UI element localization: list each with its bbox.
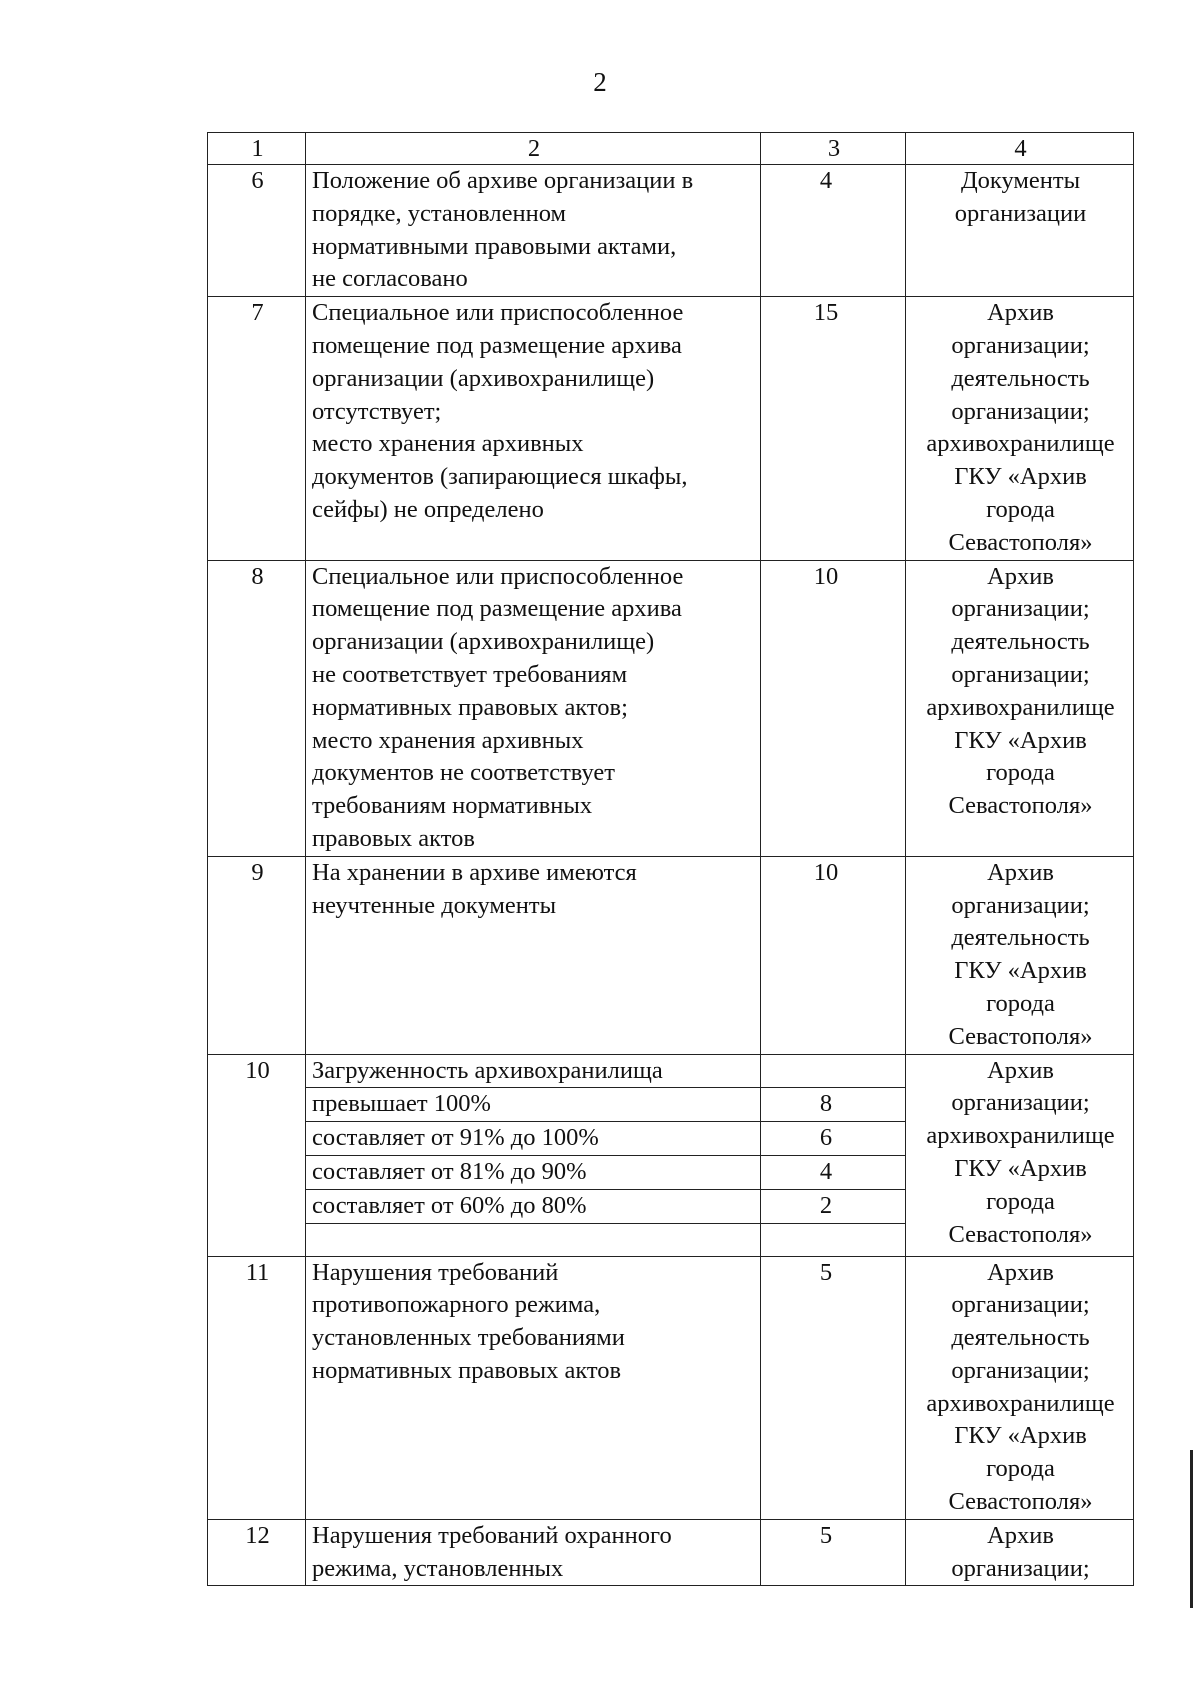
table-row bbox=[208, 1519, 1134, 1586]
row-number: 6 bbox=[208, 165, 306, 297]
criterion-text: Нарушения требований охранного режима, установленных bbox=[306, 1519, 761, 1586]
score: 6 bbox=[761, 1122, 906, 1156]
table-row bbox=[208, 1054, 1134, 1088]
criteria-table bbox=[207, 132, 1134, 1586]
table-row bbox=[208, 297, 1134, 560]
criterion-text: Специальное или приспособленное помещение под размещение архива организации (архивохранилище) отсутствует; место хранения архивных документов (запирающиеся шкафы, сейфы) не определено bbox=[306, 297, 761, 560]
criterion-text: Специальное или приспособленное помещение под размещение архива организации (архивохранилище) не соответствует требованиям нормативных правовых актов; место хранения архивных документов не соответствует требованиям нормативных правовых актов bbox=[306, 560, 761, 856]
criterion-text: Загруженность архивохранилища bbox=[306, 1054, 761, 1088]
source: Архив организации; деятельность ГКУ «Архив города Севастополя» bbox=[906, 856, 1134, 1054]
row-number: 11 bbox=[208, 1256, 306, 1519]
scan-edge-mark bbox=[1190, 1450, 1193, 1608]
score bbox=[761, 1054, 906, 1088]
row-number: 10 bbox=[208, 1054, 306, 1256]
row-number: 9 bbox=[208, 856, 306, 1054]
score: 10 bbox=[761, 856, 906, 1054]
empty-cell bbox=[761, 1223, 906, 1256]
criterion-text: На хранении в архиве имеются неучтенные документы bbox=[306, 856, 761, 1054]
criterion-text: Нарушения требований противопожарного режима, установленных требованиями нормативных правовых актов bbox=[306, 1256, 761, 1519]
source: Архив организации; архивохранилище ГКУ «Архив города Севастополя» bbox=[906, 1054, 1134, 1256]
score: 4 bbox=[761, 165, 906, 297]
header-cell: 3 bbox=[761, 133, 906, 165]
table-row bbox=[208, 165, 1134, 297]
table-row bbox=[208, 560, 1134, 856]
score: 10 bbox=[761, 560, 906, 856]
table-row bbox=[208, 856, 1134, 1054]
score: 4 bbox=[761, 1155, 906, 1189]
source: Документы организации bbox=[906, 165, 1134, 297]
score: 8 bbox=[761, 1088, 906, 1122]
criterion-subtext: превышает 100% bbox=[306, 1088, 761, 1122]
table-row bbox=[208, 1256, 1134, 1519]
criterion-subtext: составляет от 81% до 90% bbox=[306, 1155, 761, 1189]
score: 2 bbox=[761, 1189, 906, 1223]
source: Архив организации; bbox=[906, 1519, 1134, 1586]
source: Архив организации; деятельность организации; архивохранилище ГКУ «Архив города Севастополя» bbox=[906, 297, 1134, 560]
source: Архив организации; деятельность организации; архивохранилище ГКУ «Архив города Севастополя» bbox=[906, 560, 1134, 856]
row-number: 12 bbox=[208, 1519, 306, 1586]
header-cell: 2 bbox=[306, 133, 761, 165]
score: 5 bbox=[761, 1519, 906, 1586]
score: 15 bbox=[761, 297, 906, 560]
row-number: 7 bbox=[208, 297, 306, 560]
criterion-subtext: составляет от 60% до 80% bbox=[306, 1189, 761, 1223]
page-number: 2 bbox=[593, 67, 607, 97]
row-number: 8 bbox=[208, 560, 306, 856]
header-row bbox=[208, 133, 1134, 165]
source: Архив организации; деятельность организации; архивохранилище ГКУ «Архив города Севастополя» bbox=[906, 1256, 1134, 1519]
empty-cell bbox=[306, 1223, 761, 1256]
header-cell: 1 bbox=[208, 133, 306, 165]
header-cell: 4 bbox=[906, 133, 1134, 165]
criterion-text: Положение об архиве организации в порядке, установленном нормативными правовыми актами, не согласовано bbox=[306, 165, 761, 297]
score: 5 bbox=[761, 1256, 906, 1519]
criterion-subtext: составляет от 91% до 100% bbox=[306, 1122, 761, 1156]
